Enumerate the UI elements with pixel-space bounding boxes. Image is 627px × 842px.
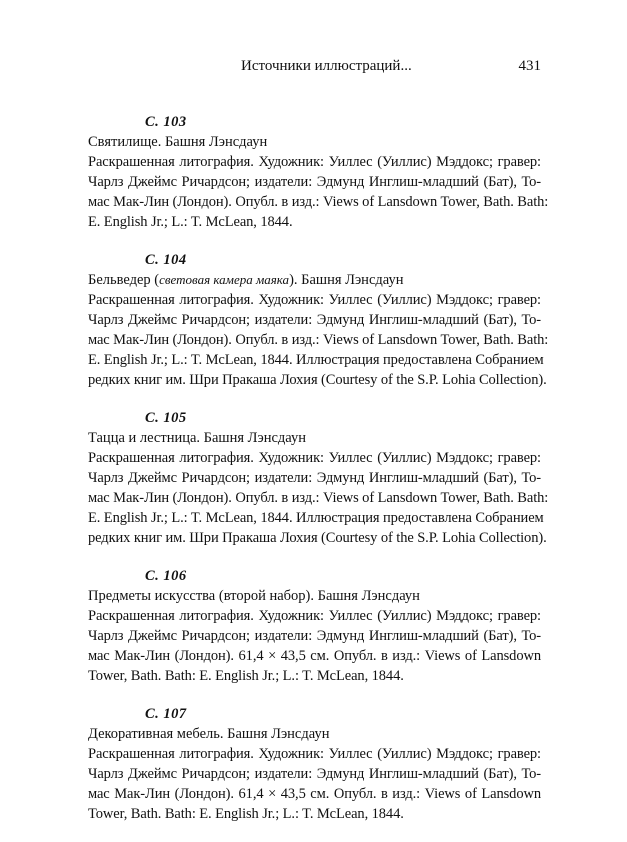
entry-text-line: мас Мак-Лин (Лондон). Опубл. в изд.: Views of Lansdown Tower, Bath. Bath: bbox=[88, 490, 549, 506]
entry-text-line: Раскрашенная литография. Художник: Уиллес (Уиллис) Мэддокс; гравер: bbox=[88, 292, 541, 308]
entry-text-line: редких книг им. Шри Пракаша Лохия (Courtesy of the S.P. Lohia Collection). bbox=[88, 530, 547, 546]
entry-text-line: E. English Jr.; L.: T. McLean, 1844. bbox=[88, 214, 293, 230]
entry-text-line: Раскрашенная литография. Художник: Уиллес (Уиллис) Мэддокс; гравер: bbox=[88, 450, 541, 466]
entry-text-line: мас Мак-Лин (Лондон). 61,4 × 43,5 см. Опубл. в изд.: Views of Lansdown bbox=[88, 648, 541, 664]
entry-title bbox=[88, 270, 541, 290]
source-entry bbox=[88, 704, 541, 824]
entry-text-line: мас Мак-Лин (Лондон). Опубл. в изд.: Views of Lansdown Tower, Bath. Bath: bbox=[88, 194, 549, 210]
entry-page-ref: С. 105 bbox=[145, 410, 187, 426]
entry-title-part: Бельведер ( bbox=[88, 272, 160, 288]
entry-text-line: E. English Jr.; L.: T. McLean, 1844. Иллюстрация предоставлена Собранием bbox=[88, 510, 544, 526]
page-number: 431 bbox=[518, 58, 541, 74]
entry-page-ref: С. 103 bbox=[145, 114, 187, 130]
entry-text-line: E. English Jr.; L.: T. McLean, 1844. Иллюстрация предоставлена Собранием bbox=[88, 352, 544, 368]
illustration-sources-list bbox=[88, 112, 549, 842]
entry-title: Тацца и лестница. Башня Лэнсдаун bbox=[88, 430, 306, 446]
entry-text-line: Чарлз Джеймс Ричардсон; издатели: Эдмунд Инглиш-младший (Бат), То- bbox=[88, 312, 541, 328]
source-entry bbox=[88, 250, 549, 390]
entry-text-line: Раскрашенная литография. Художник: Уиллес (Уиллис) Мэддокс; гравер: bbox=[88, 154, 541, 170]
source-entry bbox=[88, 112, 549, 232]
entry-text-line: Tower, Bath. Bath: E. English Jr.; L.: T. McLean, 1844. bbox=[88, 668, 404, 684]
entry-page-ref: С. 106 bbox=[145, 568, 187, 584]
running-head bbox=[88, 58, 541, 82]
entry-title: Декоративная мебель. Башня Лэнсдаун bbox=[88, 726, 330, 742]
entry-text-line: мас Мак-Лин (Лондон). Опубл. в изд.: Views of Lansdown Tower, Bath. Bath: bbox=[88, 332, 549, 348]
entry-title: Предметы искусства (второй набор). Башня Лэнсдаун bbox=[88, 588, 420, 604]
entry-text-line: Раскрашенная литография. Художник: Уиллес (Уиллис) Мэддокс; гравер: bbox=[88, 608, 541, 624]
entry-page-ref: С. 104 bbox=[145, 252, 187, 268]
entry-text-line: Чарлз Джеймс Ричардсон; издатели: Эдмунд Инглиш-младший (Бат), То- bbox=[88, 174, 541, 190]
entry-title-italic: световая камера маяка bbox=[159, 272, 290, 287]
entry-text-line: Tower, Bath. Bath: E. English Jr.; L.: T. McLean, 1844. bbox=[88, 806, 404, 822]
source-entry bbox=[88, 408, 549, 548]
entry-text-line: Чарлз Джеймс Ричардсон; издатели: Эдмунд Инглиш-младший (Бат), То- bbox=[88, 628, 541, 644]
entry-text-line: Чарлз Джеймс Ричардсон; издатели: Эдмунд Инглиш-младший (Бат), То- bbox=[88, 766, 541, 782]
running-title: Источники иллюстраций... bbox=[241, 58, 412, 74]
entry-title-part: ). Башня Лэнсдаун bbox=[289, 272, 404, 288]
entry-title: Святилище. Башня Лэнсдаун bbox=[88, 134, 268, 150]
source-entry bbox=[88, 566, 541, 686]
entry-page-ref: С. 107 bbox=[145, 706, 187, 722]
entry-text-line: Раскрашенная литография. Художник: Уиллес (Уиллис) Мэддокс; гравер: bbox=[88, 746, 541, 762]
entry-text-line: мас Мак-Лин (Лондон). 61,4 × 43,5 см. Опубл. в изд.: Views of Lansdown bbox=[88, 786, 541, 802]
entry-text-line: редких книг им. Шри Пракаша Лохия (Courtesy of the S.P. Lohia Collection). bbox=[88, 372, 547, 388]
entry-text-line: Чарлз Джеймс Ричардсон; издатели: Эдмунд Инглиш-младший (Бат), То- bbox=[88, 470, 541, 486]
